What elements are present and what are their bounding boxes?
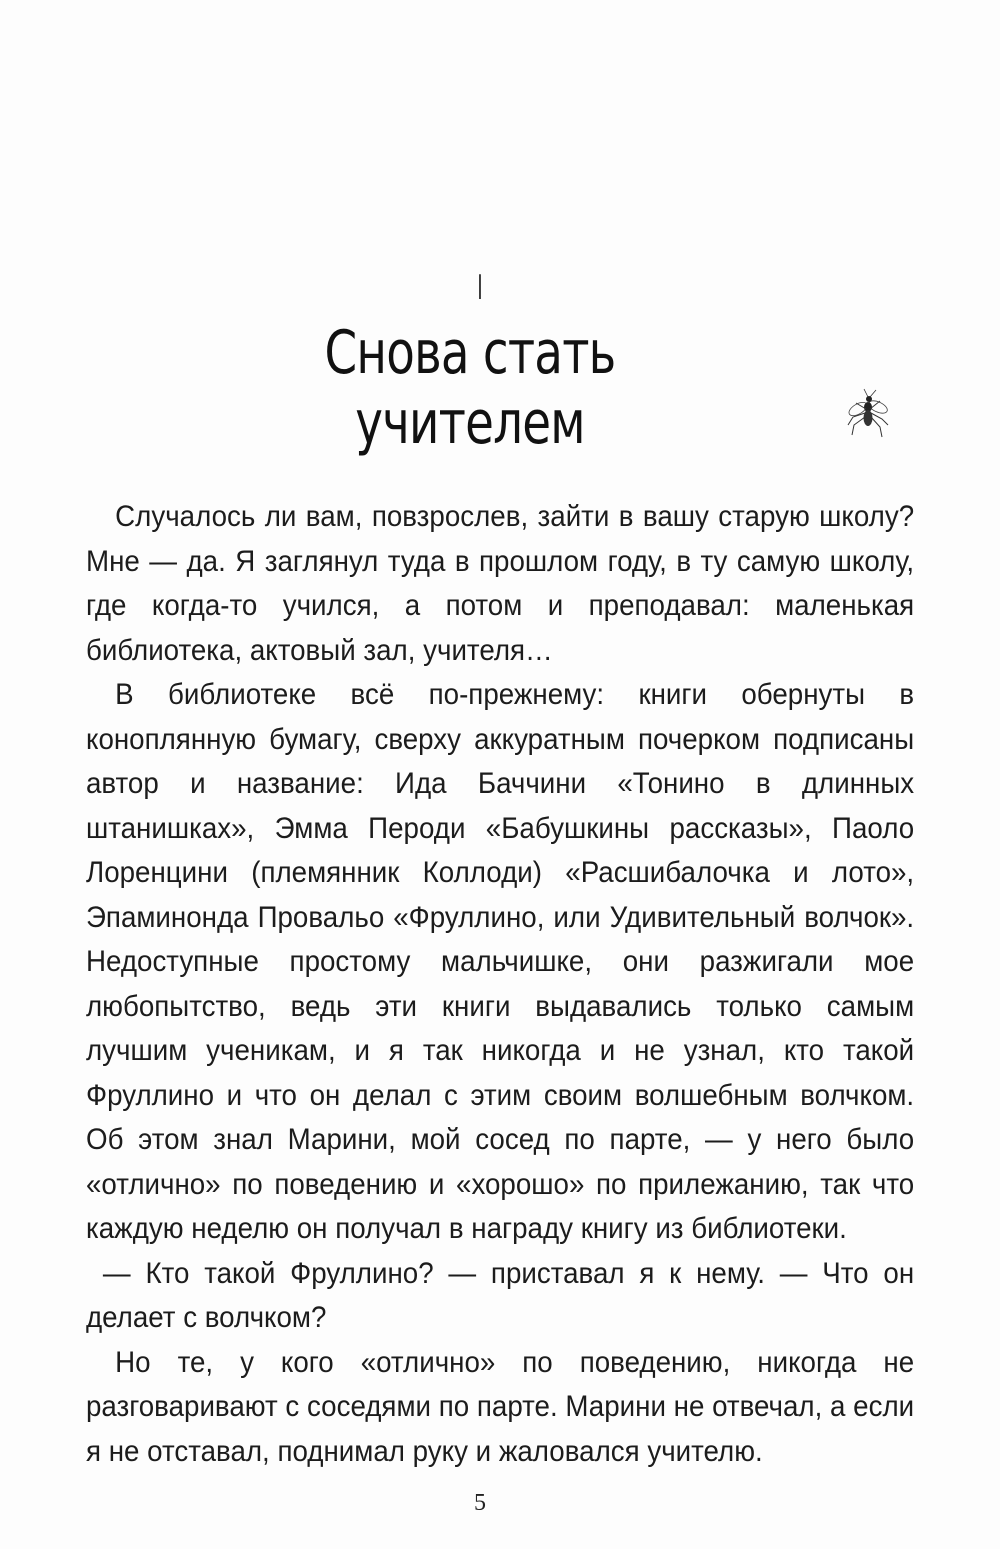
paragraph-4: Но те, у кого «отлично» по поведению, никогда не разговаривают с соседями по парте. Марини не отвечал, а если я не отставал, поднимал руку и жаловался учителю. <box>86 1345 915 1468</box>
page-number: 5 <box>474 1490 486 1516</box>
chapter-title: Снова стать учителем <box>324 318 616 458</box>
paragraph-3-dialog: — Кто такой Фруллино? — приставал я к нему. — Что он делает с волчком? <box>86 1256 915 1334</box>
insect-icon <box>838 385 898 445</box>
body-text <box>86 495 914 1474</box>
chapter-number: I <box>474 268 486 308</box>
paragraph-2: В библиотеке всё по-прежнему: книги обернуты в коноплянную бумагу, сверху аккуратным почерком подписаны автор и название: Ида Баччини «Тонино в длинных штанишках», Эмма Пероди «Бабушкины рассказы», Паоло Лоренцини (племянник Коллоди) «Расшибалочка и лото», Эпаминонда Провальо «Фруллино, или Удивительный волчок». Недоступные простому мальчишке, они разжигали мое любопытство, ведь эти книги выдавались только самым лучшим ученикам, и я так никогда и не узнал, кто такой Фруллино и что он делал с этим своим волшебным волчком. Об этом знал Марини, мой сосед по парте, — у него было «отлично» по поведению и «хорошо» по прилежанию, так что каждую неделю он получал в награду книгу из библиотеки. <box>86 678 915 1245</box>
paragraph-1: Случалось ли вам, повзрослев, зайти в вашу старую школу? Мне — да. Я заглянул туда в прошлом году, в ту самую школу, где когда-то учился, а потом и преподавал: маленькая библиотека, актовый зал, учителя… <box>86 500 915 667</box>
